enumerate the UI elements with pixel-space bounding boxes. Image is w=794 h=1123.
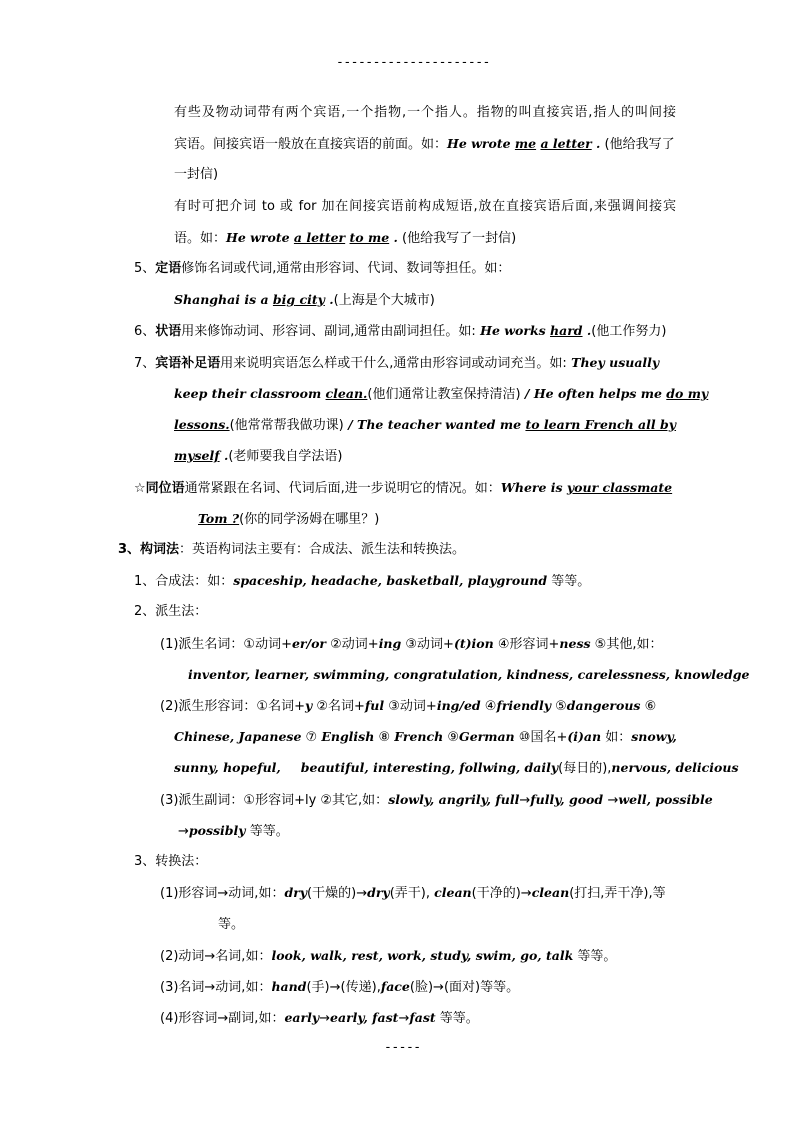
item-7-example-line-2: keep their classroom clean.(他们通常让教室保持清洁) / He often helps me do my	[174, 386, 709, 402]
derived-adjectives-line-3: sunny, hopeful, beautiful, interesting, follwing, daily(每日的),nervous, delicious	[174, 760, 739, 776]
derived-adjectives-line-2: Chinese, Japanese ⑦ English ⑧ French ⑨German ⑩国名+(i)an 如：snowy,	[174, 729, 677, 745]
footer-rule: -----	[384, 1040, 421, 1055]
derivation-title: 2、派生法：	[134, 604, 208, 619]
star-icon: ☆	[134, 481, 146, 496]
item-7-object-complement: 7、宾语补足语用来说明宾语怎么样或干什么,通常由形容词或动词充当。如: They usually	[134, 355, 660, 371]
arrow-right-icon: →	[520, 886, 532, 901]
item-6-adverbial: 6、状语用来修饰动词、形容词、副词,通常由副词担任。如: He works hard .(他工作努力)	[134, 323, 667, 339]
item-5-attributive: 5、定语修饰名词或代词,通常由形容词、代词、数词等担任。如：	[134, 261, 511, 276]
derived-adverbs: (3)派生副词：①形容词+ly ②其它,如：slowly, angrily, full→fully, good →well, possible	[160, 792, 713, 808]
arrow-right-icon: →	[519, 793, 531, 808]
conversion-adj-to-adverb: (4)形容词→副词,如：early→early, fast→fast 等等。	[160, 1010, 479, 1026]
arrow-right-icon: →	[178, 824, 189, 839]
header-rule: ---------------------	[336, 55, 490, 70]
item-7-example-line-3: lessons.(他常常帮我做功课) / The teacher wanted me to learn French all by	[174, 417, 677, 433]
item-7-example-line-4: myself .(老师要我自学法语)	[174, 448, 343, 464]
indirect-object-line-1: 有些及物动词带有两个宾语,一个指物,一个指人。指物的叫直接宾语,指人的叫间接	[174, 105, 676, 120]
arrow-right-icon: →	[329, 980, 341, 995]
indirect-object-line-4: 有时可把介词 to 或 for 加在间接宾语前构成短语,放在直接宾语后面,来强调间接宾	[174, 199, 676, 214]
appositive: ☆同位语通常紧跟在名词、代词后面,进一步说明它的情况。如：Where is your classmate	[134, 480, 673, 496]
arrow-right-icon: →	[607, 793, 619, 808]
conversion-noun-to-verb: (3)名词→动词,如：hand(手)→(传递),face(脸)→(面对)等等。	[160, 979, 520, 995]
arrow-right-icon: →	[398, 1011, 410, 1026]
derived-nouns-examples: inventor, learner, swimming, congratulation, kindness, carelessness, knowledge	[188, 667, 750, 682]
conversion-verb-to-noun: (2)动词→名词,如：look, walk, rest, work, study, swim, go, talk 等等。	[160, 948, 617, 964]
derived-adverbs-line-2: →possibly 等等。	[178, 823, 289, 839]
derived-nouns: (1)派生名词：①动词+er/or ②动词+ing ③动词+(t)ion ④形容词+ness ⑤其他,如：	[160, 636, 663, 652]
arrow-right-icon: →	[319, 1011, 331, 1026]
indirect-object-line-5: 语。如：He wrote a letter to me . (他给我写了一封信)	[174, 230, 517, 246]
arrow-right-icon: →	[356, 886, 368, 901]
compound-method: 1、合成法：如：spaceship, headache, basketball, playground 等等。	[134, 573, 591, 589]
item-5-example: Shanghai is a big city .(上海是个大城市)	[174, 292, 435, 308]
arrow-right-icon: →	[433, 980, 444, 995]
conversion-title: 3、转换法：	[134, 854, 208, 869]
conversion-adj-to-verb-cont: 等。	[218, 917, 245, 932]
indirect-object-line-2: 宾语。间接宾语一般放在直接宾语的前面。如：He wrote me a letter . (他给我写了	[174, 136, 675, 152]
derived-adjectives: (2)派生形容词：①名词+y ②名词+ful ③动词+ing/ed ④friendly ⑤dangerous ⑥	[160, 698, 657, 714]
appositive-example: Tom ?(你的同学汤姆在哪里？)	[198, 511, 380, 527]
conversion-adj-to-verb: (1)形容词→动词,如：dry(干燥的)→dry(弄干), clean(干净的)→clean(打扫,弄干净),等	[160, 885, 666, 901]
section-3-title: 3、构词法：英语构词法主要有：合成法、派生法和转换法。	[118, 542, 466, 557]
indirect-object-line-3: 一封信)	[174, 167, 219, 182]
